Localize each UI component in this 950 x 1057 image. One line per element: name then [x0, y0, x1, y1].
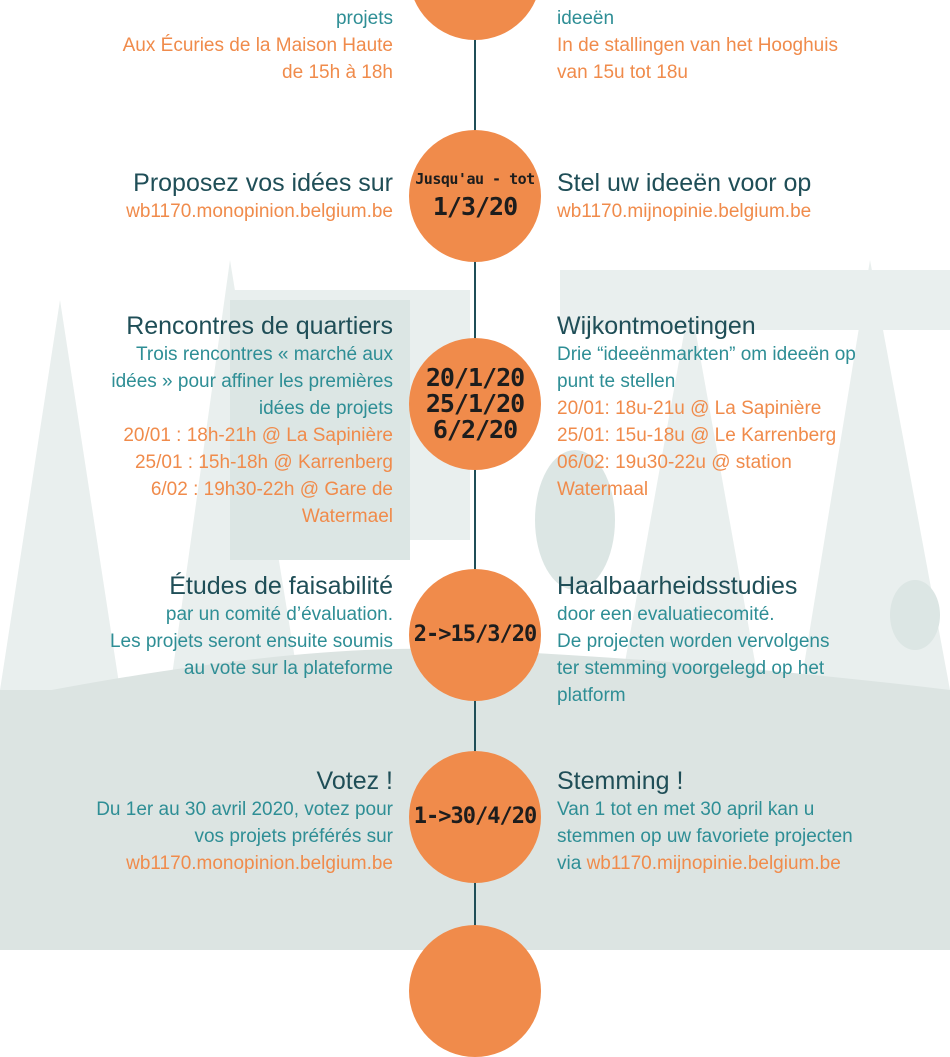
step-text: punt te stellen — [557, 371, 676, 392]
circle-date: 1->30/4/20 — [413, 804, 537, 830]
step-text: door een evaluatiecomité. — [557, 604, 775, 625]
step-text: Drie “ideeënmarkten” om ideeën op — [557, 344, 856, 365]
step-heading: Stemming ! — [557, 767, 684, 795]
timeline-circle-1 — [409, 130, 541, 262]
step-detail: 25/01 : 15h-18h @ Karrenberg — [134, 452, 393, 473]
step-3-left — [110, 571, 393, 682]
step-link[interactable]: wb1170.monopinion.belgium.be — [126, 201, 393, 222]
step-text: vos projets préférés sur — [194, 826, 393, 847]
step-text: stemmen op uw favoriete projecten — [557, 826, 853, 847]
step-text: Du 1er au 30 avril 2020, votez pour — [96, 799, 393, 820]
circle-date: 1/3/20 — [432, 191, 518, 221]
timeline-circle-2 — [409, 338, 541, 470]
step-text: idées » pour affiner les premières — [111, 371, 393, 392]
step-heading: Haalbaarheidsstudies — [557, 572, 798, 600]
step-0-right-orange-1: van 15u tot 18u — [557, 62, 688, 83]
step-link[interactable]: wb1170.mijnopinie.belgium.be — [557, 201, 812, 222]
step-text: par un comité d’évaluation. — [165, 604, 393, 625]
step-text: au vote sur la plateforme — [183, 658, 393, 679]
step-0-right — [557, 5, 838, 86]
circle-label: Jusqu'au - tot — [415, 170, 535, 188]
step-text: Van 1 tot en met 30 april kan u — [557, 799, 815, 820]
step-1-right — [557, 168, 811, 225]
step-0-left-teal-0: projets — [335, 8, 393, 29]
step-3-right — [557, 571, 830, 709]
step-0-right-orange-0: In de stallingen van het Hooghuis — [557, 35, 838, 56]
circle-date: 20/1/20 — [425, 362, 525, 392]
step-detail: 25/01: 15u-18u @ Le Karrenberg — [557, 425, 837, 446]
step-heading: Rencontres de quartiers — [126, 312, 393, 340]
step-4-left — [96, 766, 393, 877]
circle-date: 25/1/20 — [425, 388, 525, 418]
step-text: via — [557, 853, 582, 874]
step-2-right — [557, 311, 856, 503]
step-heading: Votez ! — [316, 767, 393, 795]
step-text: platform — [557, 685, 626, 706]
step-link-line — [557, 850, 853, 877]
step-link[interactable]: wb1170.monopinion.belgium.be — [126, 853, 393, 874]
step-detail: 06/02: 19u30-22u @ station — [557, 452, 792, 473]
timeline-circle-4 — [409, 751, 541, 883]
step-heading: Stel uw ideeën voor op — [557, 169, 812, 197]
step-text: Trois rencontres « marché aux — [136, 344, 393, 365]
step-0-left — [123, 5, 393, 86]
step-detail: Watermaal — [557, 479, 649, 500]
step-text: De projecten worden vervolgens — [557, 631, 830, 652]
step-0-left-orange-0: Aux Écuries de la Maison Haute — [122, 35, 393, 56]
step-detail: Watermael — [301, 506, 393, 527]
timeline-circle-5 — [409, 925, 541, 1057]
step-heading: Wijkontmoetingen — [557, 312, 756, 340]
circle-date: 6/2/20 — [432, 415, 518, 445]
step-4-right — [557, 766, 853, 877]
step-heading: Études de faisabilité — [169, 572, 393, 600]
step-detail: 20/01: 18u-21u @ La Sapinière — [557, 398, 822, 419]
step-0-left-orange-1: de 15h à 18h — [282, 62, 393, 83]
step-link[interactable]: wb1170.mijnopinie.belgium.be — [586, 853, 841, 874]
step-text: ter stemming voorgelegd op het — [557, 658, 825, 679]
step-text: Les projets seront ensuite soumis — [109, 631, 393, 652]
step-heading: Proposez vos idées sur — [133, 169, 393, 197]
step-1-left — [126, 168, 393, 225]
step-detail: 20/01 : 18h-21h @ La Sapinière — [123, 425, 393, 446]
step-2-left — [111, 311, 393, 530]
circle-date: 2->15/3/20 — [413, 622, 537, 648]
step-text: idées de projets — [258, 398, 393, 419]
step-0-right-teal-0: ideeën — [557, 8, 615, 29]
timeline-circle-3 — [409, 569, 541, 701]
step-detail: 6/02 : 19h30-22h @ Gare de — [150, 479, 393, 500]
